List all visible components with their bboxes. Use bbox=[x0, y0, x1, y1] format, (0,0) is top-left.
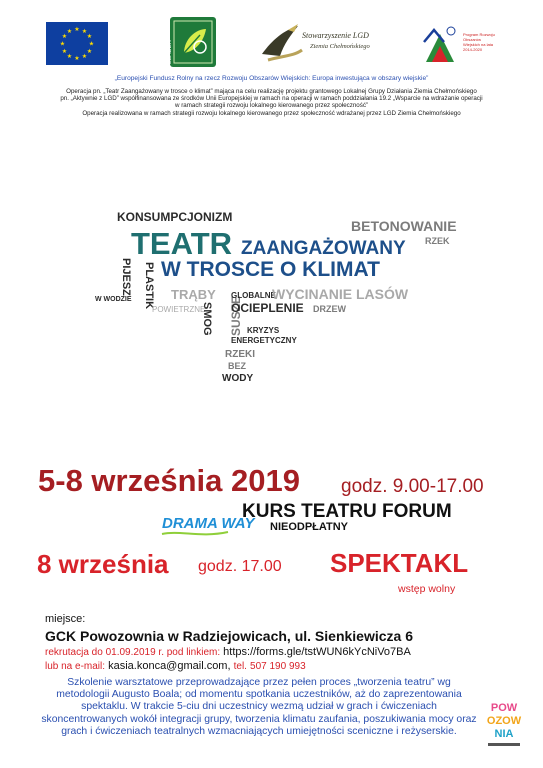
course-title: KURS TEATRU FORUM bbox=[242, 501, 452, 522]
eu-flag-logo bbox=[46, 22, 108, 65]
word-rzek: RZEK bbox=[425, 236, 450, 246]
prow-flag-icon bbox=[420, 22, 462, 68]
svg-text:★: ★ bbox=[88, 41, 95, 48]
course-free-label: NIEODPŁATNY bbox=[270, 521, 349, 533]
dramaway-logo bbox=[160, 506, 255, 540]
course-hours: godz. 9.00-17.00 bbox=[341, 476, 484, 497]
course-dates: 5-8 września 2019 bbox=[38, 463, 300, 498]
word-susze: SUSZE bbox=[229, 295, 243, 336]
word-smog: SMOG bbox=[201, 302, 213, 336]
phone-label: tel. bbox=[233, 661, 247, 672]
svg-text:★: ★ bbox=[66, 29, 73, 35]
svg-text:★: ★ bbox=[61, 34, 68, 40]
powozownia-logo-graphic bbox=[480, 699, 528, 751]
recruitment-line bbox=[45, 646, 411, 658]
prow-logo bbox=[420, 22, 495, 68]
show-title: SPEKTAKL bbox=[330, 548, 469, 578]
recruitment-link[interactable]: https://forms.gle/tstWUN6kYcNiVo7BA bbox=[223, 646, 411, 658]
word-rzeki: RZEKI bbox=[225, 349, 255, 360]
operation-line: Operacja realizowana w ramach strategii rozwoju lokalnego kierowanego przez społeczność wdrażanej przez LGD Ziemia Chełmońskiego bbox=[82, 109, 461, 117]
word-wycinanie-lasow: WYCINANIE LASÓW bbox=[272, 286, 409, 302]
word-konsumpcjonizm: KONSUMPCJONIZM bbox=[117, 210, 233, 224]
leader-logo bbox=[167, 17, 216, 67]
svg-text:★: ★ bbox=[74, 27, 80, 33]
svg-text:★: ★ bbox=[74, 56, 80, 62]
recruitment-label: rekrutacja do 01.09.2019 r. pod linkiem: bbox=[45, 647, 221, 658]
contact-phone: 507 190 993 bbox=[250, 661, 306, 672]
word-w-trosce-o-klimat: W TROSCE O KLIMAT bbox=[161, 258, 380, 281]
word-bez: BEZ bbox=[228, 361, 246, 371]
word-ocieplenie: OCIEPLENIE bbox=[231, 301, 304, 315]
svg-text:★: ★ bbox=[61, 49, 68, 55]
lgd-subtitle: Ziemia Chełmońskiego bbox=[310, 43, 370, 50]
operation-line: pn. „Aktywnie z LGD” współfinansowana ze środków Unii Europejskiej w ramach na operacji w ramach poddziałania 19.2 „Wsparcie na wdrażanie operacji bbox=[60, 95, 483, 103]
contact-line: lub na e-mail: kasia.konca@gmail.com, tel. 507 190 993 bbox=[45, 660, 306, 672]
leader-label: LEADER bbox=[167, 39, 173, 64]
word-wody: WODY bbox=[222, 373, 254, 384]
prow-label: Program Rozwoju Obszarów Wiejskich na lata 2014-2020 bbox=[463, 32, 495, 52]
word-traby: TRĄBY bbox=[171, 287, 216, 302]
powozownia-line-3: NIA bbox=[494, 728, 514, 740]
word-globalne: GLOBALNE bbox=[231, 291, 276, 300]
word-kryzys: KRYZYS bbox=[247, 326, 280, 335]
word-teatr: TEATR bbox=[131, 226, 233, 261]
word-w-wodzie: W WODZIE bbox=[95, 296, 132, 303]
dramaway-logo-graphic bbox=[160, 506, 255, 540]
word-betonowanie: BETONOWANIE bbox=[351, 218, 457, 234]
course-description: Szkolenie warsztatowe przeprowadzające przez pełen proces „tworzenia teatru” wg metodologii Augusto Boala; od momentu spotkania uczestników, aż do zaprezentowania spektaklu. W trakcie 5-ciu dni uczestnicy wezmą udział w grach i ćwiczeniach skoncentrowanych wokół integracji grupy, tworzenia klimatu zaufania, poszukiwania mocy oraz grach i ćwiczeniach teatralnych wzmacniających umiejętności sceniczne i reżyserskie. bbox=[41, 677, 477, 737]
svg-text:★: ★ bbox=[66, 54, 73, 60]
leaf-icon bbox=[170, 17, 216, 67]
word-drzew: DRZEW bbox=[313, 304, 346, 314]
eu-slogan: „Europejski Fundusz Rolny na rzecz Rozwoju Obszarów Wiejskich: Europa inwestująca w obszary wiejskie” bbox=[114, 75, 429, 82]
contact-email[interactable]: kasia.konca@gmail.com bbox=[108, 660, 228, 672]
show-date: 8 września bbox=[37, 549, 169, 579]
venue-address: GCK Powozownia w Radziejowicach, ul. Sienkiewicza 6 bbox=[45, 628, 413, 644]
word-energetyczny: ENERGETYCZNY bbox=[231, 336, 297, 345]
entry-free-label: wstęp wolny bbox=[398, 583, 456, 595]
svg-text:★: ★ bbox=[86, 34, 93, 40]
contact-label: lub na e-mail: bbox=[45, 661, 106, 672]
lgd-title: Stowarzyszenie LGD bbox=[302, 31, 369, 40]
powozownia-logo bbox=[480, 699, 528, 751]
word-plastik: PLASTIK bbox=[143, 262, 155, 310]
operation-line: w ramach strategii rozwoju lokalnego kierowanego przez społeczność” bbox=[175, 102, 368, 110]
svg-text:★: ★ bbox=[86, 49, 93, 55]
lgd-logo bbox=[258, 20, 383, 66]
show-hours: godz. 17.00 bbox=[198, 558, 282, 575]
eu-stars-icon bbox=[46, 22, 108, 65]
svg-text:★: ★ bbox=[81, 54, 88, 60]
word-zaangazowany: ZAANGAŻOWANY bbox=[241, 238, 406, 259]
venue-label: miejsce: bbox=[45, 613, 86, 625]
powozownia-line-1: POW bbox=[490, 702, 518, 714]
powozownia-line-2: OZOW bbox=[486, 715, 522, 727]
word-powietrzne: POWIETRZNE bbox=[152, 305, 206, 314]
svg-text:★: ★ bbox=[81, 29, 88, 35]
operation-line: Operacja pn. „Teatr Zaangażowany w trosce o klimat” mająca na celu realizację projektu grantowego Lokalnej Grupy Działania Ziemia Chełmońskiego bbox=[66, 88, 477, 95]
word-pijesz: PIJESZ bbox=[120, 258, 132, 296]
dramaway-text: DRAMA WAY bbox=[162, 515, 255, 532]
operation-info bbox=[20, 88, 523, 117]
svg-text:★: ★ bbox=[59, 41, 66, 48]
